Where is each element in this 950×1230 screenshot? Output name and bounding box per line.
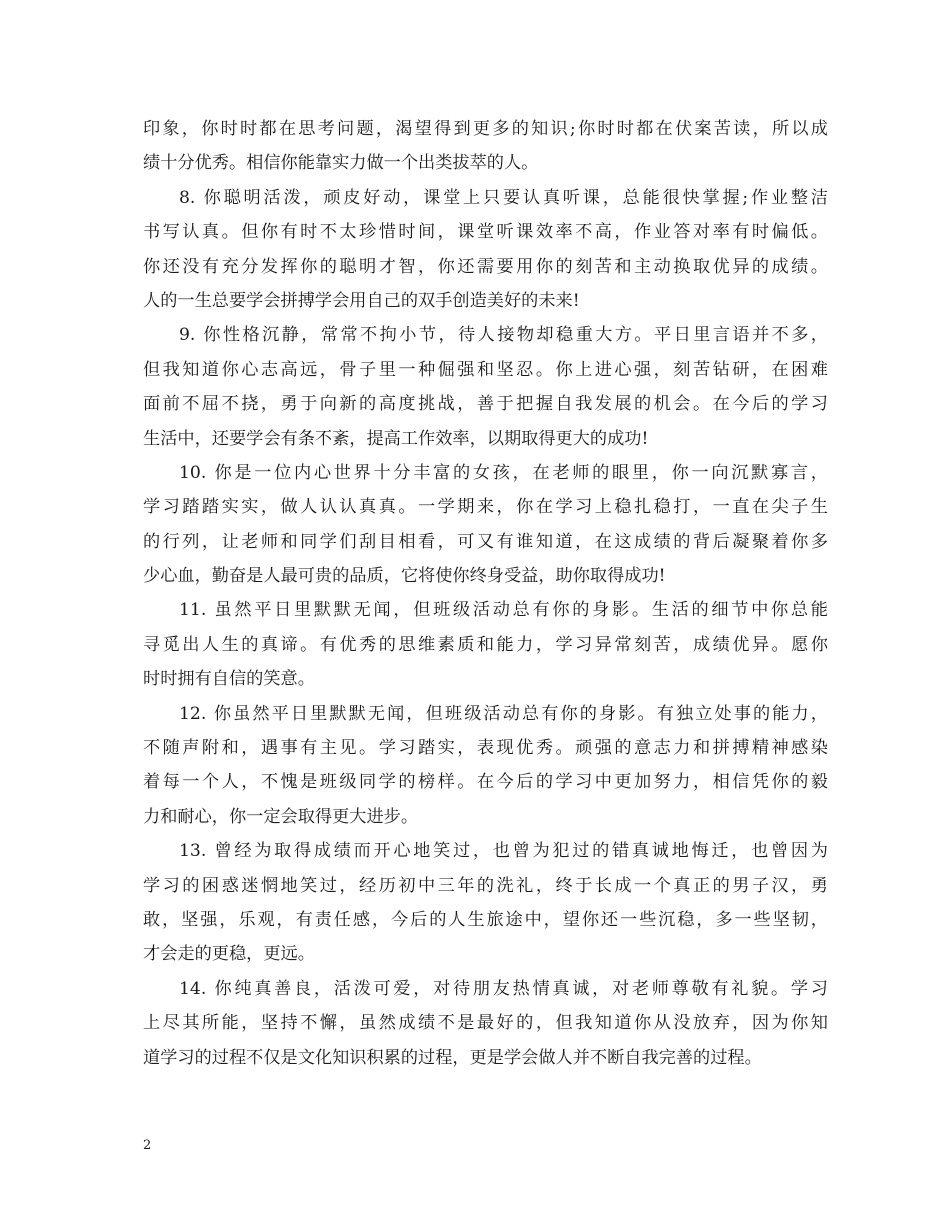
text-line: 道学习的过程不仅是文化知识积累的过程，更是学会做人并不断自我完善的过程。 bbox=[143, 1047, 762, 1068]
text-line: 的行列，让老师和同学们刮目相看，可又有谁知道，在这成绩的背后凝聚着你多 bbox=[143, 531, 828, 552]
text-line: 生活中，还要学会有条不紊，提高工作效率，以期取得更大的成功! bbox=[143, 428, 649, 449]
text-line: 才会走的更稳，更远。 bbox=[143, 944, 315, 965]
text-line: 13. 曾经为取得成绩而开心地笑过，也曾为犯过的错真诚地悔迁，也曾因为 bbox=[179, 841, 828, 862]
text-line: 12. 你虽然平日里默默无闻，但班级活动总有你的身影。有独立处事的能力， bbox=[179, 703, 828, 724]
text-line: 力和耐心，你一定会取得更大进步。 bbox=[143, 806, 419, 827]
text-line: 学习的困惑迷惘地笑过，经历初中三年的洗礼，终于长成一个真正的男子汉，勇 bbox=[143, 875, 828, 896]
text-line: 你还没有充分发挥你的聪明才智，你还需要用你的刻苦和主动换取优异的成绩。 bbox=[143, 256, 828, 277]
text-line: 9. 你性格沉静，常常不拘小节，待人接物却稳重大方。平日里言语并不多， bbox=[179, 325, 828, 346]
text-line: 印象，你时时都在思考问题，渴望得到更多的知识;你时时都在伏案苦读，所以成 bbox=[143, 119, 828, 139]
text-line: 但我知道你心志高远，骨子里一种倔强和坚忍。你上进心强，刻苦钻研，在困难 bbox=[143, 359, 828, 380]
text-line: 敢，坚强，乐观，有责任感，今后的人生旅途中，望你还一些沉稳，多一些坚韧， bbox=[143, 909, 828, 930]
text-line: 书写认真。但你有时不太珍惜时间，课堂听课效率不高，作业答对率有时偏低。 bbox=[143, 222, 828, 243]
text-line: 11. 虽然平日里默默无闻，但班级活动总有你的身影。生活的细节中你总能 bbox=[179, 600, 828, 621]
document-body bbox=[143, 112, 828, 1075]
page-number: 2 bbox=[143, 1138, 152, 1153]
text-line: 人的一生总要学会拼搏学会用自己的双手创造美好的未来! bbox=[143, 290, 580, 311]
text-line: 绩十分优秀。相信你能靠实力做一个出类拔萃的人。 bbox=[143, 153, 539, 174]
text-line: 时时拥有自信的笑意。 bbox=[143, 669, 315, 690]
text-line: 寻觅出人生的真谛。有优秀的思维素质和能力，学习异常刻苦，成绩优异。愿你 bbox=[143, 634, 828, 655]
text-line: 上尽其所能，坚持不懈，虽然成绩不是最好的，但我知道你从没放弃，因为你知 bbox=[143, 1013, 828, 1034]
text-line: 着每一个人，不愧是班级同学的榜样。在今后的学习中更加努力，相信凭你的毅 bbox=[143, 772, 828, 793]
text-line: 面前不屈不挠，勇于向新的高度挑战，善于把握自我发展的机会。在今后的学习 bbox=[143, 394, 828, 415]
text-line: 8. 你聪明活泼，顽皮好动，课堂上只要认真听课，总能很快掌握;作业整洁 bbox=[179, 187, 828, 208]
text-line: 不随声附和，遇事有主见。学习踏实，表现优秀。顽强的意志力和拼搏精神感染 bbox=[143, 738, 828, 759]
text-line: 14. 你纯真善良，活泼可爱，对待朋友热情真诚，对老师尊敬有礼貌。学习 bbox=[179, 978, 828, 999]
text-line: 10. 你是一位内心世界十分丰富的女孩，在老师的眼里，你一向沉默寡言， bbox=[179, 462, 828, 483]
text-line: 学习踏踏实实，做人认认真真。一学期来，你在学习上稳扎稳打，一直在尖子生 bbox=[143, 497, 828, 518]
text-line: 少心血，勤奋是人最可贵的品质，它将使你终身受益，助你取得成功! bbox=[143, 566, 666, 587]
